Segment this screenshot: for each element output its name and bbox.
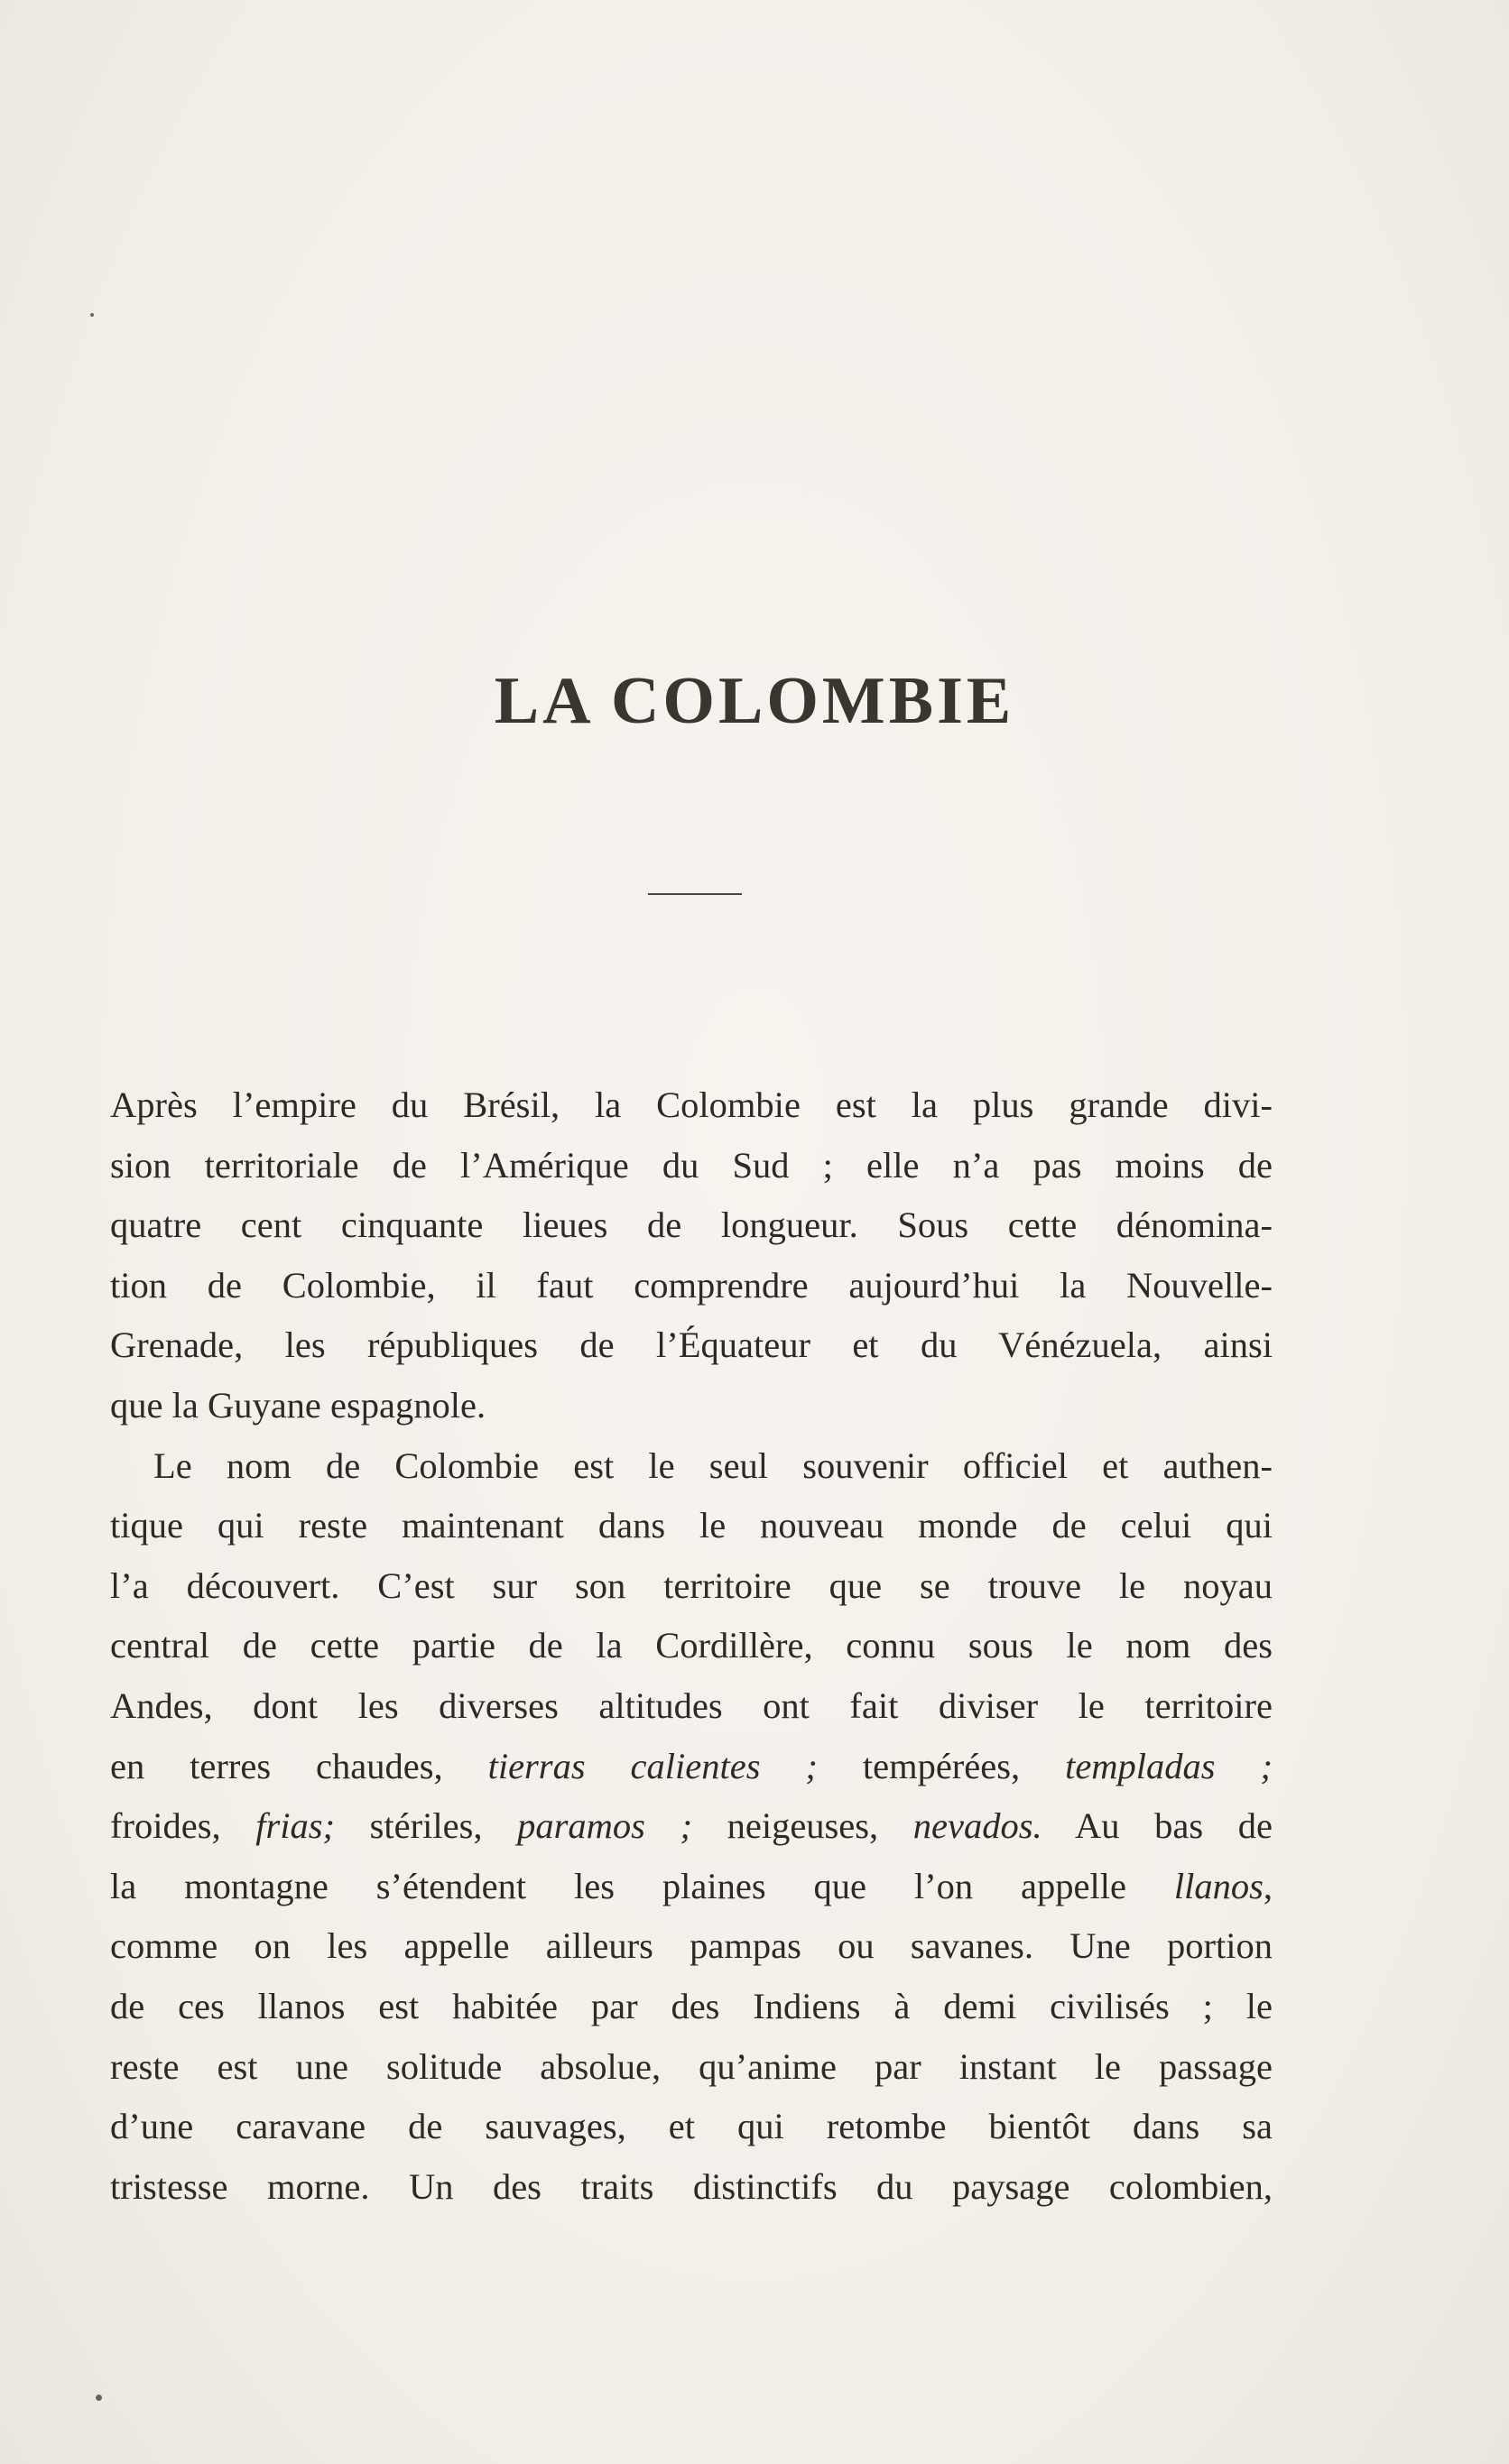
text-line: tion de Colombie, il faut comprendre aujourd’hui la Nouvelle- [110,1264,1273,1306]
text-line: tristesse morne. Un des traits distinctifs du paysage colombien, [110,2165,1273,2207]
text-line: Grenade, les républiques de l’Équateur et du Vénézuela, ainsi [110,1324,1273,1366]
text-line: quatre cent cinquante lieues de longueur. Sous cette dénomina- [110,1204,1273,1246]
italic-term: nevados. [912,1805,1042,1847]
text-line [110,1737,1273,1797]
text-run: stériles, [334,1805,518,1847]
text-line: de ces llanos est habitée par des Indiens à demi civilisés ; le [110,1985,1273,2026]
text-run: en terres chaudes, [110,1745,488,1786]
text-run: Au bas de [1041,1805,1273,1847]
text-line: central de cette partie de la Cordillère, connu sous le nom des [110,1625,1273,1666]
body-text [110,1075,1273,2217]
text-line: Le nom de Colombie est le seul souvenir officiel et authen- [153,1444,1273,1486]
italic-term: tierras calientes ; [487,1745,818,1786]
text-line: Andes, dont les diverses altitudes ont fait diviser le territoire [110,1684,1273,1726]
ink-speck [90,313,94,317]
text-line: que la Guyane espagnole. [110,1384,486,1426]
italic-term: paramos ; [517,1805,692,1847]
text-line: l’a découvert. C’est sur son territoire que se trouve le noyau [110,1564,1273,1606]
italic-term: llanos [1173,1865,1264,1906]
text-line [110,1796,1273,1857]
text-line: Après l’empire du Brésil, la Colombie est la plus grande divi- [110,1084,1273,1125]
text-line: tique qui reste maintenant dans le nouveau monde de celui qui [110,1505,1273,1546]
text-run: neigeuses, [691,1805,913,1847]
italic-term: frias; [255,1805,335,1847]
ink-speck [96,2395,102,2401]
text-line: sion territoriale de l’Amérique du Sud ; elle n’a pas moins de [110,1144,1273,1186]
text-line: reste est une solitude absolue, qu’anime par instant le passage [110,2045,1273,2087]
text-run: , [1263,1865,1273,1906]
text-line: comme on les appelle ailleurs pampas ou savanes. Une portion [110,1925,1273,1967]
text-run: la montagne s’étendent les plaines que l’on appelle [110,1865,1174,1906]
text-run: tempérées, [817,1745,1066,1786]
text-run: froides, [110,1805,256,1847]
text-line: d’une caravane de sauvages, et qui retombe bientôt dans sa [110,2106,1273,2147]
title-rule [648,893,742,895]
italic-term: templadas ; [1065,1745,1273,1786]
chapter-title: LA COLOMBIE [494,664,1015,738]
text-line [110,1857,1273,1917]
